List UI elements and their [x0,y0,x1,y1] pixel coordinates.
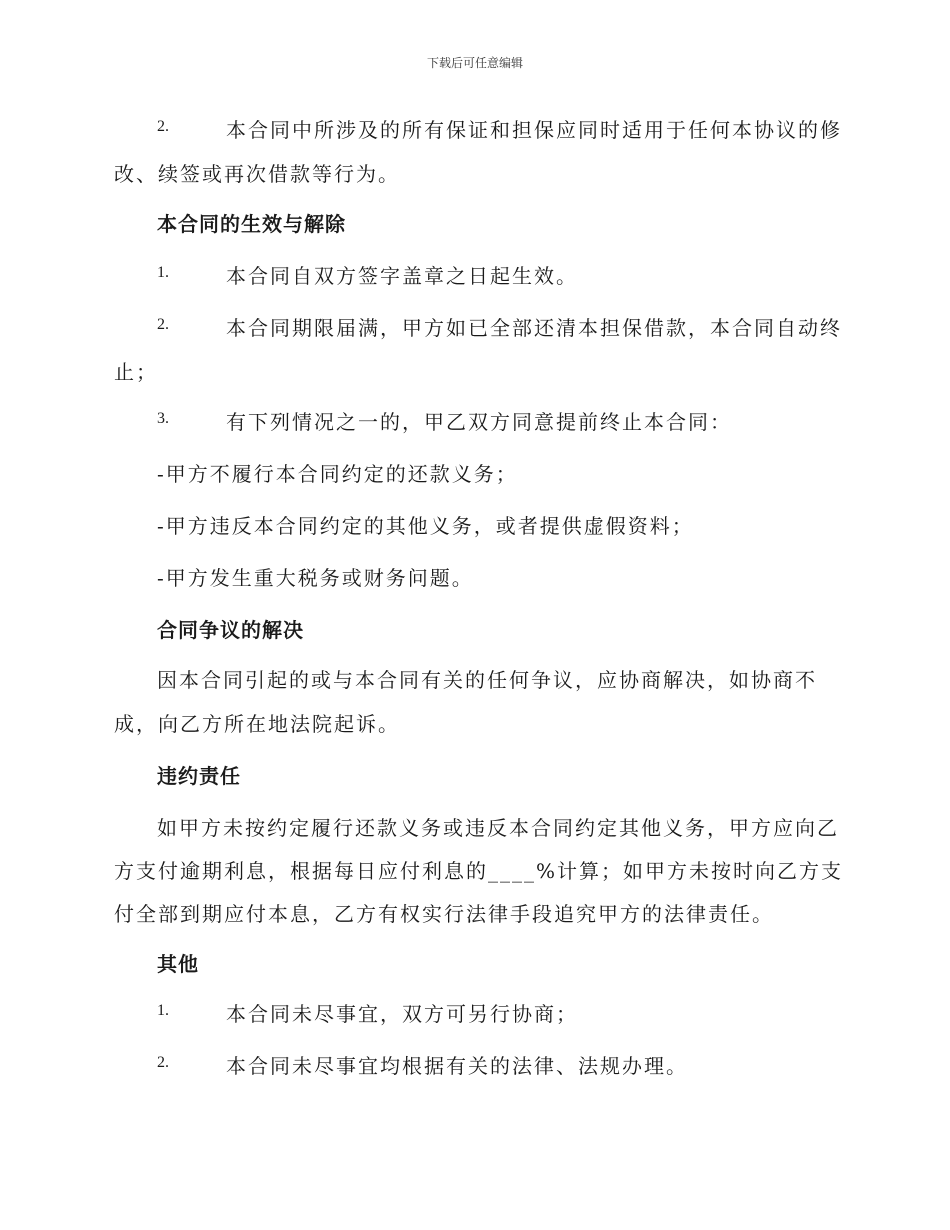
paragraph-line: 止； [114,360,158,384]
paragraph-line: 本合同未尽事宜均根据有关的法律、法规办理。 [226,1054,688,1078]
list-item: -甲方不履行本合同约定的还款义务； [157,462,518,486]
section-heading-other: 其他 [157,952,199,976]
list-item: -甲方发生重大税务或财务问题。 [157,566,474,590]
item-number: 2. [157,1054,169,1071]
paragraph-line: 成，向乙方所在地法院起诉。 [114,712,400,736]
paragraph-line: 付全部到期应付本息，乙方有权实行法律手段追究甲方的法律责任。 [114,902,774,926]
paragraph-line: 改、续签或再次借款等行为。 [114,162,400,186]
item-number: 2. [157,118,169,135]
paragraph-line: 本合同自双方签字盖章之日起生效。 [226,264,578,288]
item-number: 3. [157,410,169,427]
section-heading-dispute: 合同争议的解决 [157,618,304,642]
list-item: -甲方违反本合同约定的其他义务，或者提供虚假资料； [157,514,694,538]
paragraph-line: 本合同未尽事宜，双方可另行协商； [226,1002,578,1026]
item-number: 1. [157,1002,169,1019]
item-number: 2. [157,316,169,333]
paragraph-line: 因本合同引起的或与本合同有关的任何争议，应协商解决，如协商不 [157,668,817,692]
item-number: 1. [157,264,169,281]
section-heading-effect: 本合同的生效与解除 [157,212,346,236]
paragraph-line: 本合同中所涉及的所有保证和担保应同时适用于任何本协议的修 [226,118,842,142]
paragraph-line: 如甲方未按约定履行还款义务或违反本合同约定其他义务，甲方应向乙 [157,816,839,840]
paragraph-line: 有下列情况之一的，甲乙双方同意提前终止本合同： [226,410,732,434]
section-heading-breach: 违约责任 [157,764,241,788]
page-header: 下载后可任意编辑 [426,56,523,70]
paragraph-line: 本合同期限届满，甲方如已全部还清本担保借款，本合同自动终 [226,316,842,340]
paragraph-line: 方支付逾期利息，根据每日应付利息的____%计算；如甲方未按时向乙方支 [114,859,844,883]
